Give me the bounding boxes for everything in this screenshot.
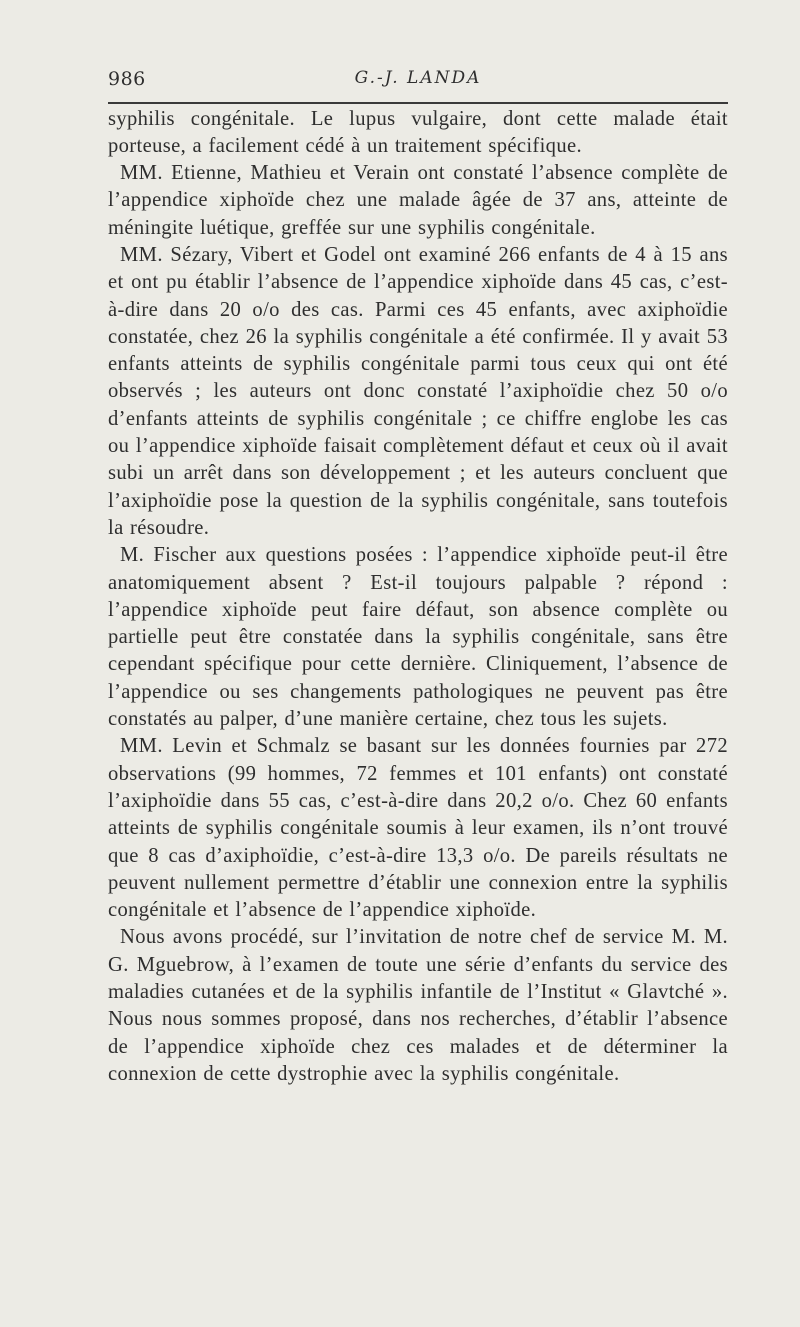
paragraph-continuation: syphilis congénitale. Le lupus vulgaire, dont cette malade était porteuse, a facilement cédé à un traitement spécifique. [108, 107, 728, 157]
page-number: 986 [108, 68, 146, 90]
header-rule [108, 102, 728, 104]
paragraph-nous: Nous avons procédé, sur l’invitation de notre chef de service M. M. G. Mguebrow, à l’examen de toute une série d’enfants du service des maladies cutanées et de la syphilis infantile de l’Institut « Glavtché ». Nous nous sommes proposé, dans nos recherches, d’établir l’absence de l’appendice xiphoïde chez ces malades et de déterminer la connexion de cette dystrophie avec la syphilis congénitale. [108, 926, 728, 1085]
page-header [108, 60, 728, 98]
paragraph-sezary: MM. Sézary, Vibert et Godel ont examiné 266 enfants de 4 à 15 ans et ont pu établir l’absence de l’appendice xiphoïde dans 45 cas, c’est-à-dire dans 20 o/o des cas. Parmi ces 45 enfants, avec axiphoïdie constatée, chez 26 la syphilis congénitale a été confirmée. Il y avait 53 enfants atteints de syphilis congénitale parmi tous ceux qui ont été observés ; les auteurs ont donc constaté l’axiphoïdie chez 50 o/o d’enfants atteints de syphilis congénitale ; ce chiffre englobe les cas ou l’appendice xiphoïde faisait complètement défaut et ceux où il avait subi un arrêt dans son développement ; et les auteurs concluent que l’axiphoïdie pose la question de la syphilis congénitale, sans toutefois la résoudre. [108, 243, 728, 539]
paragraph-fischer: M. Fischer aux questions posées : l’appendice xiphoïde peut-il être anatomiquement absent ? Est-il toujours palpable ? répond : l’appendice xiphoïde peut faire défaut, son absence complète ou partielle peut être constatée dans la syphilis congénitale, sans être cependant spécifique pour cette dernière. Cliniquement, l’absence de l’appendice ou ses changements pathologiques ne peuvent pas être constatés au palper, d’une manière certaine, chez tous les sujets. [108, 544, 728, 731]
running-head: G.-J. LANDA [354, 68, 482, 88]
paragraph-etienne: MM. Etienne, Mathieu et Verain ont constaté l’absence complète de l’appendice xiphoïde chez une malade âgée de 37 ans, atteinte de méningite luétique, greffée sur une syphilis congénitale. [108, 162, 728, 239]
body-text [108, 106, 728, 1089]
book-page [108, 60, 728, 1088]
paragraph-levin: MM. Levin et Schmalz se basant sur les données fournies par 272 observations (99 hommes, 72 femmes et 101 enfants) ont constaté l’axiphoïdie dans 55 cas, c’est-à-dire dans 20,2 o/o. Chez 60 enfants atteints de syphilis congénitale soumis à leur examen, ils n’ont trouvé que 8 cas d’axiphoïdie, c’est-à-dire 13,3 o/o. De pareils résultats ne peuvent nullement permettre d’établir une connexion entre la syphilis congénitale et l’absence de l’appendice xiphoïde. [108, 735, 728, 922]
